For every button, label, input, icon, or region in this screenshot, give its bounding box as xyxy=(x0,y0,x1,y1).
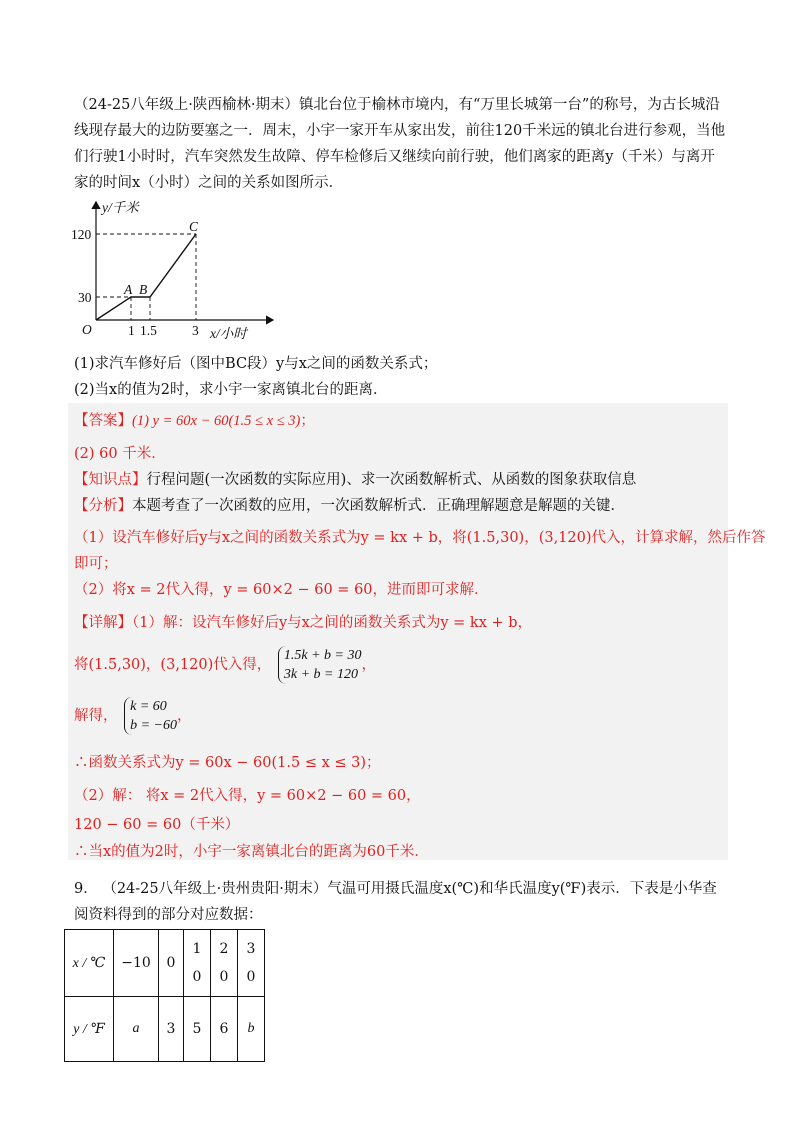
answer-tag: 【答案】 xyxy=(74,413,132,429)
x-tick-3: 3 xyxy=(192,323,199,338)
question-9-text: 9． （24-25八年级上·贵州贵阳·期末）气温可用摄氏温度x(℃)和华氏温度y(℉)表示．下表是小华查阅资料得到的部分对应数据： xyxy=(74,881,717,923)
answer-line-2: (2) 60 千米． xyxy=(74,446,166,462)
y-axis-label: y/千米 xyxy=(102,200,139,215)
detail-3-pre: 解得， xyxy=(74,708,118,724)
table-cell: a xyxy=(114,997,159,1062)
analysis-1b: 即可； xyxy=(74,556,118,572)
y-tick-120: 120 xyxy=(71,227,92,242)
knowledge-tag: 【知识点】 xyxy=(74,472,147,488)
analysis-line xyxy=(74,495,625,517)
analysis-tag: 【分析】 xyxy=(74,498,132,514)
table-cell: −10 xyxy=(114,930,159,997)
question-8-sub1: (1)求汽车修好后（图中BC段）y与x之间的函数关系式； xyxy=(74,356,438,372)
temperature-table xyxy=(64,929,265,1062)
detail-line-5: （2）解： 将x = 2代入得，y = 60×2 − 60 = 60， xyxy=(74,788,421,804)
analysis-1a: （1）设汽车修好后y与x之间的函数关系式为y = kx + b，将(1.5,30)，(3,120)代入，计算求解，然后作答 xyxy=(74,530,766,546)
x-tick-1-5: 1.5 xyxy=(140,323,157,338)
y-tick-30: 30 xyxy=(78,290,92,305)
table-cell: x / ℃ xyxy=(65,930,114,997)
answer-1: (1) y = 60x − 60(1.5 ≤ x ≤ 3) xyxy=(132,413,301,429)
equation-system-2 xyxy=(124,697,177,735)
table-cell: 6 xyxy=(211,997,238,1062)
answer-1-end: ； xyxy=(300,413,315,429)
table-cell xyxy=(238,930,265,997)
table-cell: 3 xyxy=(159,997,184,1062)
table-row xyxy=(65,997,265,1062)
detail-tag: 【详解】 xyxy=(74,615,132,631)
stacked-value: 2 0 xyxy=(219,941,229,985)
x-axis-label: x/小时 xyxy=(210,326,247,341)
point-a-label: A xyxy=(124,282,133,297)
detail-line-4: ∴函数关系式为y = 60x − 60(1.5 ≤ x ≤ 3)； xyxy=(74,755,381,771)
stacked-value: 1 0 xyxy=(192,941,202,985)
table-cell: y / ℉ xyxy=(65,997,114,1062)
question-8-sub2: (2)当x的值为2时，求小宇一家离镇北台的距离． xyxy=(74,382,388,398)
origin-label: O xyxy=(82,322,92,337)
detail-line-3 xyxy=(74,697,192,735)
eq1-a: 1.5k + b = 30 xyxy=(283,648,362,663)
table-cell xyxy=(211,930,238,997)
table-cell: 5 xyxy=(184,997,211,1062)
eq2-a: k = 60 xyxy=(130,699,167,714)
distance-time-graph xyxy=(68,198,288,348)
detail-2-pre: 将(1.5,30)，(3,120)代入得， xyxy=(74,657,272,673)
eq2-b: b = −60 xyxy=(130,718,178,733)
detail-line-2 xyxy=(74,646,376,684)
detail-2-comma: ， xyxy=(361,657,376,673)
table-cell: b xyxy=(238,997,265,1062)
point-b-label: B xyxy=(139,282,148,297)
detail-3-comma: ， xyxy=(177,708,192,724)
detail-1: （1）解：设汽车修好后y与x之间的函数关系式为y = kx + b， xyxy=(132,615,533,631)
detail-line-6: 120 − 60 = 60（千米） xyxy=(74,817,240,833)
table-row xyxy=(65,930,265,997)
x-tick-1: 1 xyxy=(128,323,135,338)
table-cell xyxy=(184,930,211,997)
knowledge-line xyxy=(74,469,636,491)
graph-line xyxy=(96,234,196,320)
knowledge-text: 行程问题(一次函数的实际应用)、求一次函数解析式、从函数的图象获取信息 xyxy=(146,472,637,488)
detail-line-1 xyxy=(74,612,532,634)
stacked-value: 3 0 xyxy=(246,941,256,985)
equation-system-1 xyxy=(278,646,362,684)
eq1-b: 3k + b = 120 xyxy=(283,667,358,682)
point-c-label: C xyxy=(189,219,199,234)
analysis-2: （2）将x = 2代入得，y = 60×2 − 60 = 60，进而即可求解． xyxy=(74,582,489,598)
question-8-text: （24-25八年级上·陕西榆林·期末）镇北台位于榆林市境内，有“万里长城第一台”的称号，为古长城沿线现存最大的边防要塞之一．周末，小宇一家开车从家出发，前往120千米远的镇北台进行参观，当他们行驶1小时时，汽车突然发生故障、停车检修后又继续向前行驶，他们离家的距离y（千米）与离开家的时间x（小时）之间的关系如图所示． xyxy=(74,97,726,191)
analysis-text: 本题考查了一次函数的应用，一次函数解析式．正确理解题意是解题的关键． xyxy=(132,498,625,514)
detail-line-7: ∴当x的值为2时，小宇一家离镇北台的距离为60千米． xyxy=(74,844,429,860)
answer-line-1 xyxy=(74,410,315,432)
table-cell: 0 xyxy=(159,930,184,997)
